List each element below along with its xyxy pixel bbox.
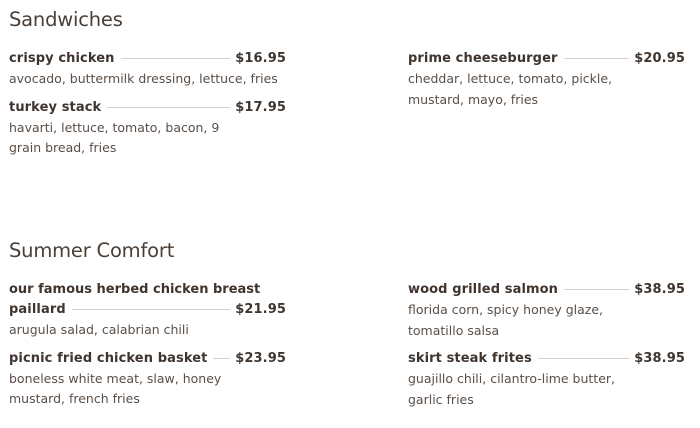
section-sandwiches (9, 7, 687, 155)
leader-line (564, 58, 630, 59)
item-price: $17.95 (235, 99, 286, 115)
section-title: Sandwiches (9, 8, 123, 31)
menu-item-turkey-stack (9, 98, 286, 159)
leader-line (538, 358, 629, 359)
section-title: Summer Comfort (9, 239, 175, 262)
menu-item-prime-cheeseburger (408, 49, 685, 110)
menu-column-left (9, 49, 286, 167)
menu-item-picnic-fried-chicken-basket (9, 349, 286, 410)
menu-item-herbed-chicken-paillard (9, 280, 286, 341)
item-name: paillard (9, 302, 66, 317)
item-name: wood grilled salmon (408, 282, 559, 297)
item-price: $23.95 (235, 350, 286, 366)
leader-line (107, 107, 230, 108)
item-description: cheddar, lettuce, tomato, pickle, mustard, mayo, fries (408, 71, 613, 107)
leader-line (72, 309, 230, 310)
item-price: $20.95 (634, 51, 685, 66)
menu-item-crispy-chicken (9, 49, 286, 90)
menu-column-right (408, 49, 685, 118)
leader-line (121, 58, 231, 59)
menu-column-right (408, 280, 685, 418)
item-name: picnic fried chicken basket (9, 350, 208, 366)
item-description: boneless white meat, slaw, honey mustard, french fries (9, 370, 222, 406)
menu-column-left (9, 280, 286, 418)
section-summer-comfort (9, 238, 687, 407)
item-price: $16.95 (235, 51, 286, 66)
item-description: guajillo chili, cilantro-lime butter, garlic fries (408, 371, 615, 407)
menu-item-skirt-steak-frites (408, 349, 685, 410)
item-description: florida corn, spicy honey glaze, tomatillo salsa (408, 302, 604, 338)
menu-item-wood-grilled-salmon (408, 280, 685, 341)
item-name-line: our famous herbed chicken breast (9, 282, 261, 297)
leader-line (564, 289, 629, 290)
item-price: $21.95 (235, 302, 286, 317)
leader-line (213, 358, 230, 359)
item-description: avocado, buttermilk dressing, lettuce, fries (9, 71, 278, 86)
item-price: $38.95 (634, 282, 685, 297)
item-price: $38.95 (634, 351, 685, 366)
item-name: crispy chicken (9, 51, 115, 66)
item-name: turkey stack (9, 99, 102, 115)
item-name: prime cheeseburger (408, 51, 558, 66)
item-description: arugula salad, calabrian chili (9, 322, 189, 337)
item-description: havarti, lettuce, tomato, bacon, 9 grain bread, fries (9, 119, 220, 155)
item-name: skirt steak frites (408, 351, 532, 366)
